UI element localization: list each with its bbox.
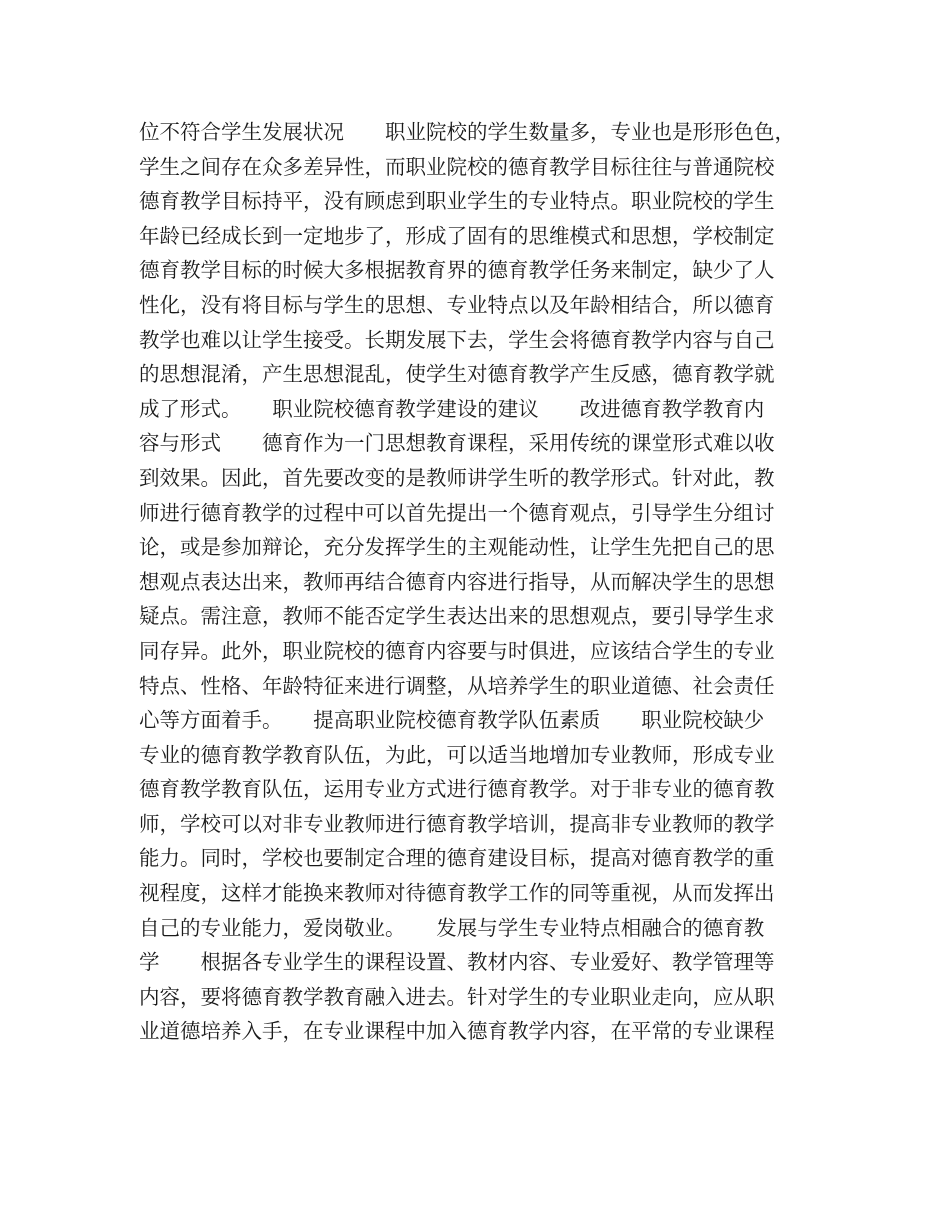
text-line: 学 根据各专业学生的课程设置、教材内容、专业爱好、教学管理等 [139,950,775,975]
text-line: 位不符合学生发展状况 职业院校的学生数量多，专业也是形形色色， [139,120,795,144]
text-line: 教学也难以让学生接受。长期发展下去，学生会将德育教学内容与自己 [139,327,775,352]
text-line: 到效果。因此，首先要改变的是教师讲学生听的教学形式。针对此，教 [139,465,775,490]
text-line: 论，或是参加辩论，充分发挥学生的主观能动性，让学生先把自己的思 [139,535,775,560]
body-text [139,115,819,1049]
text-line: 容与形式 德育作为一门思想教育课程，采用传统的课堂形式难以收 [139,431,775,456]
text-line: 德育教学目标持平，没有顾虑到职业学生的专业特点。职业院校的学生 [139,189,775,214]
text-line: 师，学校可以对非专业教师进行德育教学培训，提高非专业教师的教学 [139,811,775,836]
text-line: 德育教学教育队伍，运用专业方式进行德育教学。对于非专业的德育教 [139,777,775,802]
text-line: 自己的专业能力，爱岗敬业。 发展与学生专业特点相融合的德育教 [139,915,765,940]
text-line: 同存异。此外，职业院校的德育内容要与时俱进，应该结合学生的专业 [139,638,775,663]
text-line: 师进行德育教学的过程中可以首先提出一个德育观点，引导学生分组讨 [139,500,775,525]
text-line: 能力。同时，学校也要制定合理的德育建设目标，提高对德育教学的重 [139,846,775,871]
text-line: 学生之间存在众多差异性，而职业院校的德育教学目标往往与普通院校 [139,154,775,179]
text-line: 性化，没有将目标与学生的思想、专业特点以及年龄相结合，所以德育 [139,292,775,317]
text-line: 内容，要将德育教学教育融入进去。针对学生的专业职业走向，应从职 [139,984,775,1009]
text-line: 成了形式。 职业院校德育教学建设的建议 改进德育教学教育内 [139,396,765,421]
text-line: 特点、性格、年龄特征来进行调整，从培养学生的职业道德、社会责任 [139,673,775,698]
text-line: 视程度，这样才能换来教师对待德育教学工作的同等重视，从而发挥出 [139,881,775,906]
text-line: 年龄已经成长到一定地步了，形成了固有的思维模式和思想，学校制定 [139,223,775,248]
text-line: 想观点表达出来，教师再结合德育内容进行指导，从而解决学生的思想 [139,569,775,594]
text-line: 心等方面着手。 提高职业院校德育教学队伍素质 职业院校缺少 [139,708,765,733]
text-line: 疑点。需注意，教师不能否定学生表达出来的思想观点，要引导学生求 [139,604,775,629]
text-line: 业道德培养入手，在专业课程中加入德育教学内容，在平常的专业课程 [139,1019,775,1044]
text-line: 的思想混淆，产生思想混乱，使学生对德育教学产生反感，德育教学就 [139,362,775,387]
text-line: 德育教学目标的时候大多根据教育界的德育教学任务来制定，缺少了人 [139,258,775,283]
text-line: 专业的德育教学教育队伍，为此，可以适当地增加专业教师，形成专业 [139,742,775,767]
